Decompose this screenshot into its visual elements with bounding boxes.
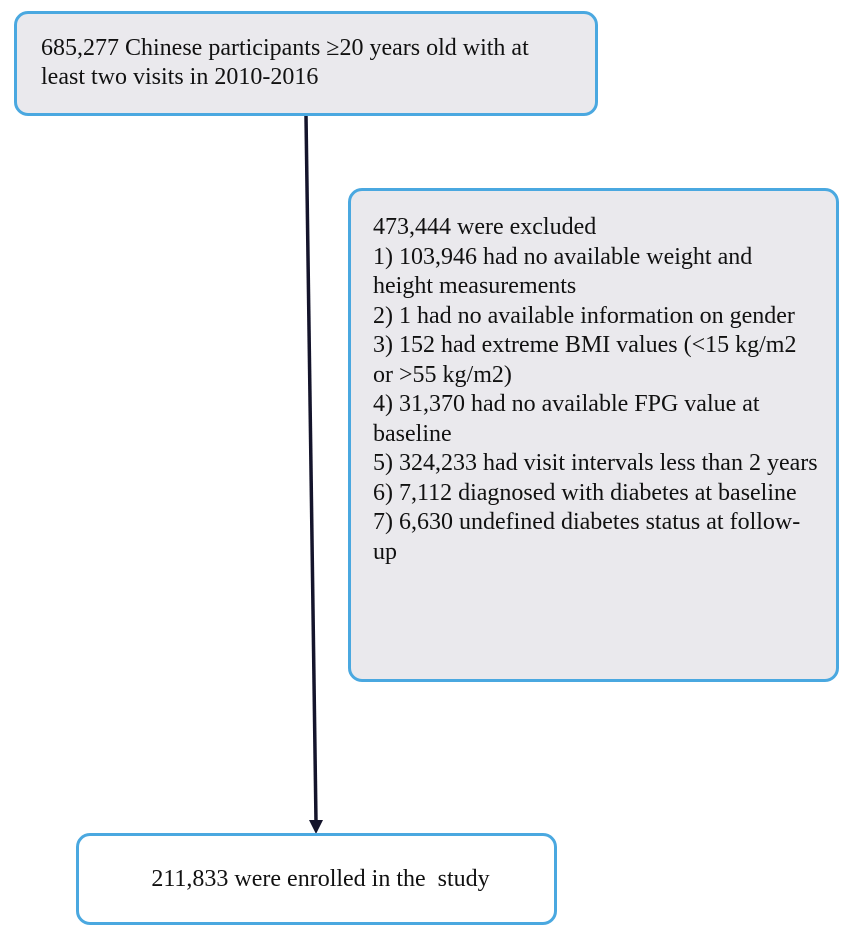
exclusion-item: 3) 152 had extreme BMI values (<15 kg/m2 or >55 kg/m2) bbox=[373, 332, 797, 388]
main-flow-arrow bbox=[306, 116, 316, 822]
exclusion-criteria-box bbox=[348, 188, 839, 682]
exclusion-item: 2) 1 had no available information on gender bbox=[373, 302, 795, 329]
enrolled-population-box bbox=[76, 833, 557, 925]
source-population-box bbox=[14, 11, 598, 116]
enrolled-population-text: 211,833 were enrolled in the study bbox=[151, 865, 490, 892]
source-population-text: 685,277 Chinese participants ≥20 years old with at least two visits in 2010-2016 bbox=[41, 35, 529, 90]
main-flow-arrowhead bbox=[309, 820, 323, 834]
exclusion-item: 6) 7,112 diagnosed with diabetes at baseline bbox=[373, 479, 797, 506]
exclusion-item: 4) 31,370 had no available FPG value at baseline bbox=[373, 391, 760, 447]
exclusion-heading: 473,444 were excluded bbox=[373, 214, 597, 240]
exclusion-item: 7) 6,630 undefined diabetes status at follow-up bbox=[373, 509, 801, 565]
exclusion-item: 1) 103,946 had no available weight and height measurements bbox=[373, 243, 753, 299]
exclusion-item: 5) 324,233 had visit intervals less than 2 years bbox=[373, 450, 818, 476]
